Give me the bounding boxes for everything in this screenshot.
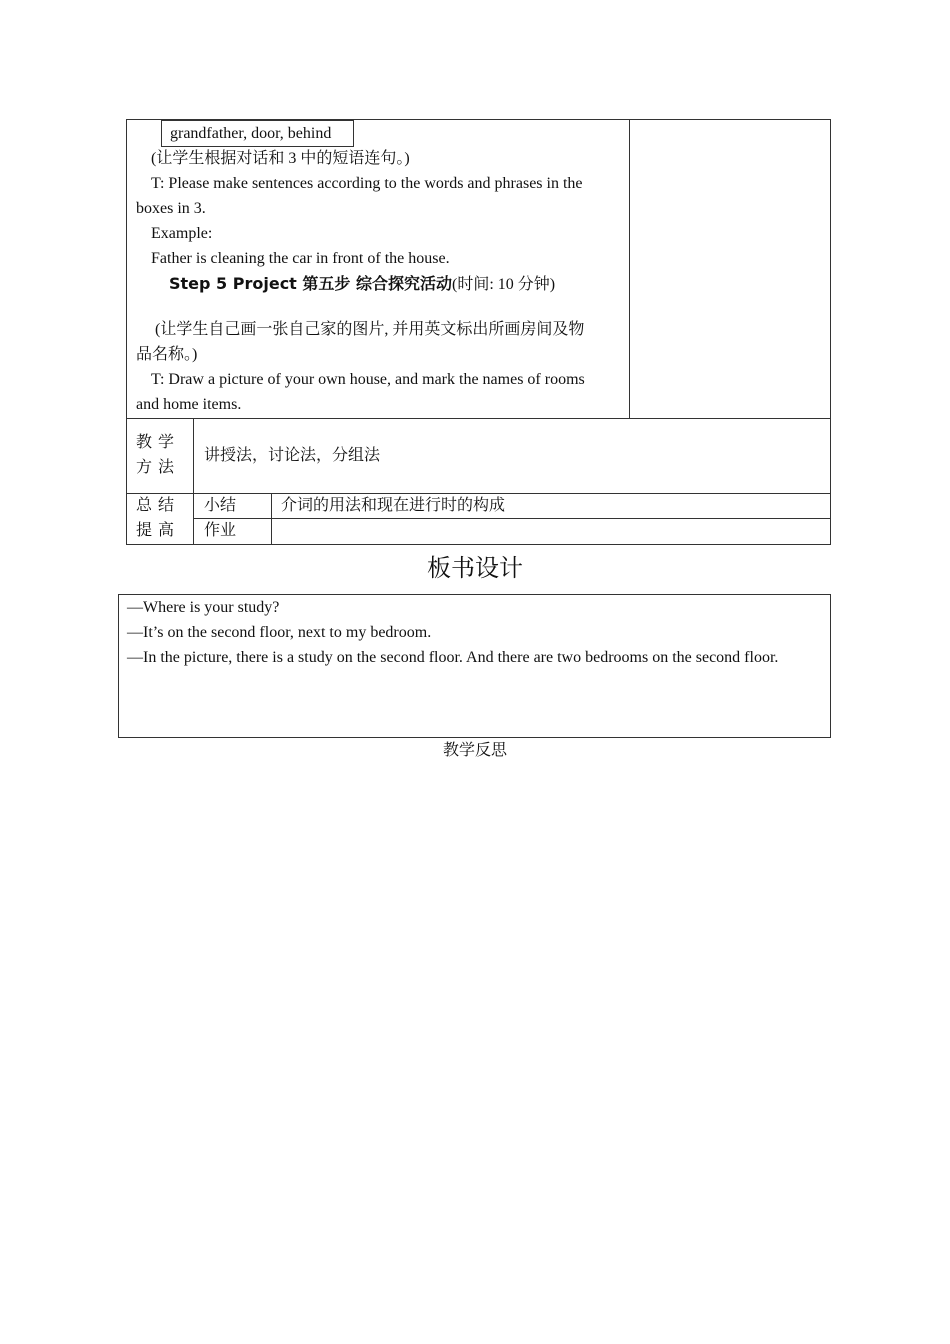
note-sentences: (让学生根据对话和 3 中的短语连句。): [151, 150, 410, 167]
summary-label-line-2: 提 高: [136, 522, 176, 539]
summary-row1-value: 介词的用法和现在进行时的构成: [281, 497, 506, 514]
board-line-1: —Where is your study?: [127, 599, 280, 616]
summary-divider-1: [193, 493, 194, 545]
teacher-instruction-line-1: T: Please make sentences according to the words and phrases in the: [151, 175, 583, 192]
example-sentence: Father is cleaning the car in front of the house.: [151, 250, 450, 267]
step5-time: (时间: 10 分钟): [451, 276, 556, 293]
draw-note-line-1: (让学生自己画一张自己家的图片, 并用英文标出所画房间及物: [155, 321, 585, 338]
board-line-3: —In the picture, there is a study on the second floor. And there are two bedrooms on the second floor.: [127, 649, 779, 666]
summary-label-line-1: 总 结: [136, 497, 176, 514]
draw-note-line-2: 品名称。): [136, 346, 198, 363]
lesson-right-column-divider: [629, 119, 630, 419]
word-box: [161, 120, 354, 147]
word-box-text: grandfather, door, behind: [170, 125, 332, 142]
example-label: Example:: [151, 225, 213, 242]
method-divider: [193, 418, 194, 494]
summary-divider-2: [271, 493, 272, 545]
method-value: 讲授法，讨论法，分组法: [204, 447, 381, 464]
step5-heading: [169, 271, 555, 297]
board-heading: 板书设计: [427, 556, 523, 582]
method-label-line-1: 教 学: [136, 434, 176, 451]
board-line-2: —It’s on the second floor, next to my bedroom.: [127, 624, 432, 641]
summary-row1-label: 小结: [204, 497, 237, 514]
method-label-line-2: 方 法: [136, 459, 176, 476]
summary-row2-label: 作业: [204, 522, 237, 539]
draw-instruction-line-2: and home items.: [136, 396, 242, 413]
teacher-instruction-line-2: boxes in 3.: [136, 200, 206, 217]
reflection-heading: 教学反思: [442, 742, 507, 759]
summary-row-divider: [193, 518, 831, 519]
draw-instruction-line-1: T: Draw a picture of your own house, and mark the names of rooms: [151, 371, 585, 388]
step5-title: Step 5 Project 第五步 综合探究活动: [169, 274, 452, 293]
